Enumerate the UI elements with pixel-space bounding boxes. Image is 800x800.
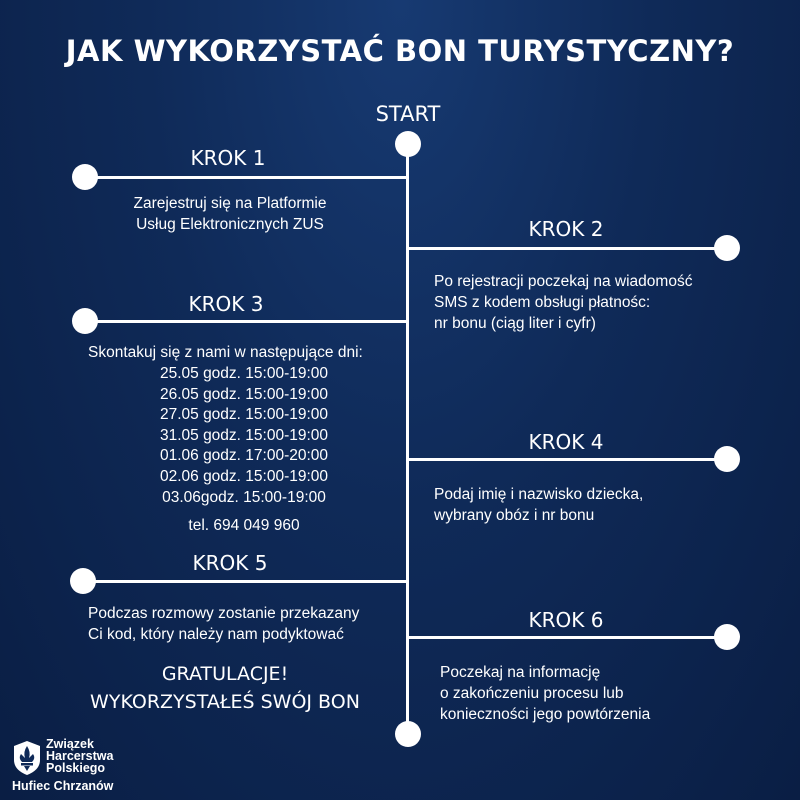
- step-4-dot: [714, 446, 740, 472]
- timeline-line: [406, 145, 409, 735]
- congrats-line: WYKORZYSTAŁEŚ SWÓJ BON: [90, 691, 360, 713]
- start-label: START: [375, 102, 441, 126]
- step-2-text: [434, 271, 764, 334]
- step-6-label: KROK 6: [528, 608, 604, 632]
- step-3-label: KROK 3: [188, 292, 264, 316]
- step-1-text: [95, 193, 365, 235]
- congratulations-text: [40, 660, 410, 716]
- text-line: Podaj imię i nazwisko dziecka,: [434, 486, 644, 503]
- step-1-line: [85, 176, 408, 179]
- date-row: 26.05 godz. 15:00-19:00: [159, 385, 329, 403]
- text-line: konieczności jego powtórzenia: [440, 706, 651, 723]
- text-line: Usług Elektronicznych ZUS: [136, 216, 324, 233]
- step-6-dot: [714, 624, 740, 650]
- step-4-text: [434, 484, 764, 526]
- step-3-line: [85, 320, 408, 323]
- text-line: SMS z kodem obsługi płatnośc:: [434, 294, 651, 311]
- step-3-dates: [88, 364, 400, 508]
- step-2-line: [407, 247, 727, 250]
- step-5-label: KROK 5: [192, 551, 268, 575]
- date-row: 03.06godz. 15:00-19:00: [162, 488, 326, 506]
- logo-unit: Hufiec Chrzanów: [12, 779, 114, 793]
- end-dot: [395, 721, 421, 747]
- step-1-label: KROK 1: [190, 146, 266, 170]
- step-5-text: [88, 603, 408, 645]
- step-3-intro: Skontakuj się z nami w następujące dni:: [88, 344, 363, 361]
- date-row: 25.05 godz. 15:00-19:00: [159, 365, 329, 382]
- step-6-line: [407, 636, 727, 639]
- date-row: 27.05 godz. 15:00-19:00: [159, 406, 329, 424]
- logo-name: [46, 738, 113, 774]
- step-2-label: KROK 2: [528, 217, 604, 241]
- date-row: 02.06 godz. 15:00-19:00: [159, 467, 329, 485]
- step-4-label: KROK 4: [528, 430, 604, 454]
- text-line: Zarejestruj się na Platformie: [133, 195, 327, 212]
- date-row: 01.06 godz. 17:00-20:00: [159, 447, 329, 465]
- text-line: o zakończeniu procesu lub: [440, 685, 624, 702]
- page-title: JAK WYKORZYSTAĆ BON TURYSTYCZNY?: [65, 34, 735, 68]
- text-line: nr bonu (ciąg liter i cyfr): [434, 315, 596, 332]
- text-line: Ci kod, który należy nam podyktować: [88, 626, 344, 643]
- logo-line: Harcerstwa: [46, 749, 114, 763]
- text-line: wybrany obóz i nr bonu: [434, 507, 595, 524]
- logo-line: Polskiego: [46, 761, 106, 775]
- zhp-lily-icon: [12, 740, 42, 776]
- text-line: Po rejestracji poczekaj na wiadomość: [434, 273, 693, 290]
- text-line: Podczas rozmowy zostanie przekazany: [88, 605, 360, 622]
- step-5-line: [83, 580, 408, 583]
- step-4-line: [407, 458, 727, 461]
- step-6-text: [440, 662, 760, 725]
- congrats-line: GRATULACJE!: [161, 663, 289, 685]
- step-3-phone: tel. 694 049 960: [188, 517, 300, 534]
- step-2-dot: [714, 235, 740, 261]
- logo-line: Związek: [46, 737, 94, 751]
- text-line: Poczekaj na informację: [440, 664, 601, 681]
- date-row: 31.05 godz. 15:00-19:00: [159, 426, 329, 444]
